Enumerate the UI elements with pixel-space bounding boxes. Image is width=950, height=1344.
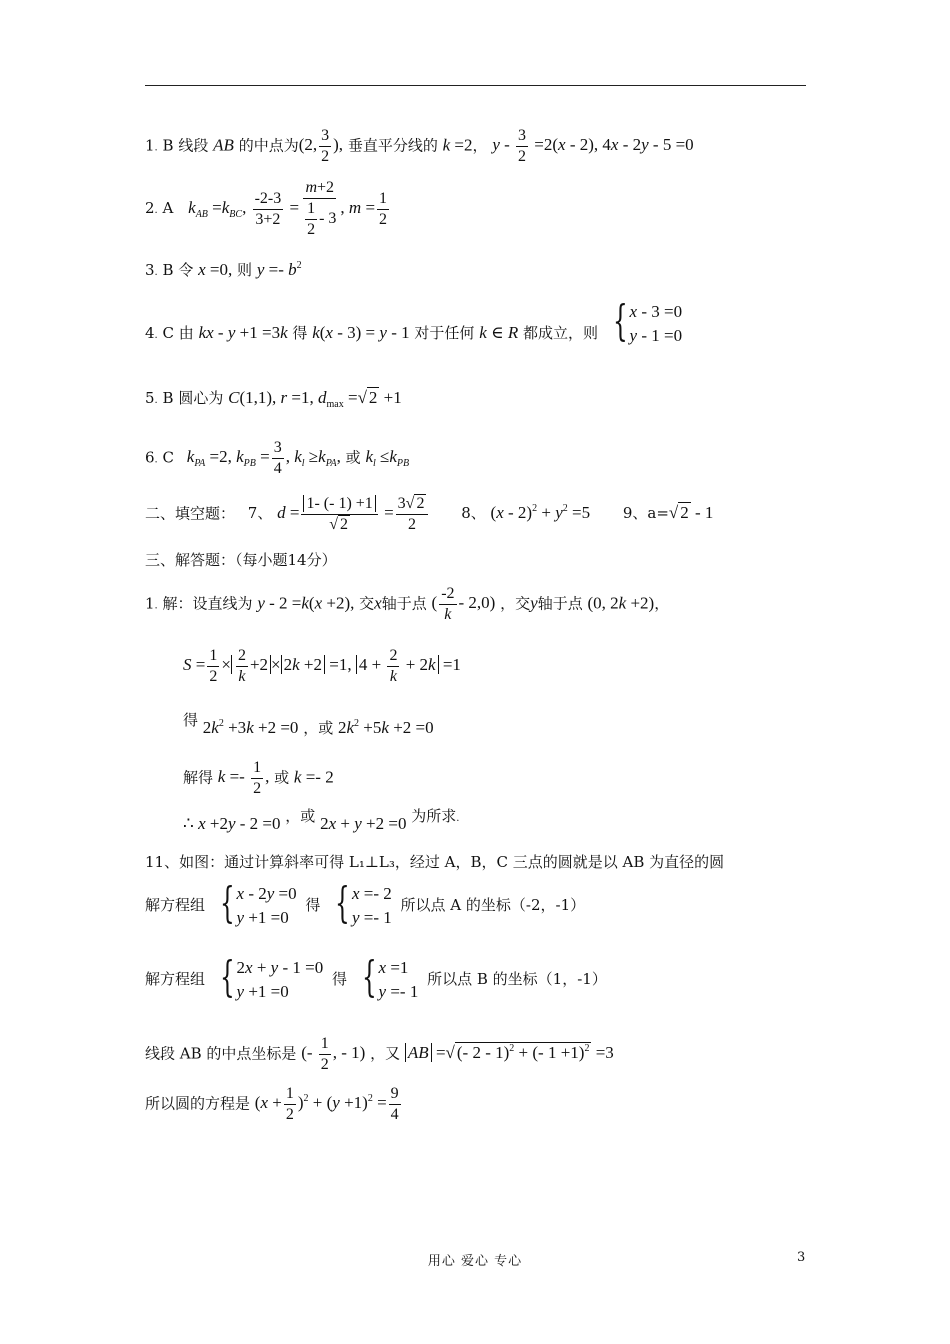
- quadratic-line: 得 $2k^2 +3k +2 =0$ ，或 $2k^2 +5k +2 =0$: [183, 711, 434, 737]
- header-rule: [145, 85, 806, 86]
- answer-4: 4. C 由 kx - y +1 =3k 得 k(x - 3) = y - 1 对于任何 k ∈ R 都成立，则 { x - 3 =0 y - 1 =0: [145, 296, 683, 345]
- answer-1: 1. B 线段 AB 的中点为(2, $\frac{3}{2}$ ), 垂直平分线的 k =2， y - $\frac{3}{2}$ =2(x - 2), 4x - 2y - 5 =0: [145, 127, 694, 165]
- page-number: 3: [797, 1250, 806, 1265]
- system-a: 解方程组 { x - 2y =0 y +1 =0 得 { x =- 2 y =- 1 所以点 A 的坐标（-2，-1）: [145, 878, 586, 927]
- area-equation: S = $\frac{1}{2}$ × $\frac{2}{k}$ +2 × 2k +2 =1, 4 + $\frac{2}{k}$ + 2k =1: [183, 647, 461, 685]
- fill-in-section: 二、填空题： 7、 d = $\frac{1- (- 1) +1}{√ 2}$ = $\frac{3√ 2}{2}$ 8、 $(x - 2)^2 + y^2 =5$ 9、a=√ 2 - 1: [145, 495, 714, 533]
- answer-2: 2. A $k_{AB} =k_{BC}$, $\frac{-2-3}{3+2}$ = m+2 $\frac{1}{2}$ - 3 , m = $\frac{1}{2}$: [145, 179, 388, 238]
- midpoint-line: 线段 AB 的中点坐标是 (- $\frac{1}{2}$ , - 1) ，又 AB =√ (- 2 - 1)$^2$ + (- 1 +1)$^2$ =3: [145, 1035, 614, 1073]
- solution-k: 解得 k =- $\frac{1}{2}$ , 或 k =- 2: [183, 759, 334, 797]
- question-11: 11、如图：通过计算斜率可得 L₁⊥L₃，经过 A，B，C 三点的圆就是以 AB 为直径的圆: [145, 853, 725, 871]
- solve-section-title: 三、解答题：（每小题14分）: [145, 551, 337, 569]
- solution-1: 1. 解：设直线为 y - 2 =k(x +2), 交x轴于点 ( $\frac{-2}{k}$ - 2,0) ，交y轴于点 (0, 2k +2)，: [145, 585, 670, 623]
- answer-6: 6. C $k_{PA} =2$, $k_{PB}$ = $\frac{3}{4}$ , $k_l \ge k_{PA}$, 或 $k_l \le k_{PB}$: [145, 439, 410, 477]
- final-lines: ∴ x +2y - 2 =0 ，或 2x + y +2 =0 为所求.: [183, 807, 460, 833]
- system-b: 解方程组 { 2x + y - 1 =0 y +1 =0 得 { x =1 y =- 1 所以点 B 的坐标（1，-1）: [145, 952, 607, 1001]
- circle-equation: 所以圆的方程是 (x + $\frac{1}{2}$ )$^2 + (y +1)^2$ = $\frac{9}{4}$: [145, 1085, 399, 1123]
- answer-5: 5. B 圆心为 C(1,1), r =1, $d_{max}$ =√ 2 +1: [145, 388, 402, 410]
- page-footer: 用心 爱心 专心: [427, 1254, 523, 1269]
- answer-3: 3. B 令 x =0, 则 $y =- b^2$: [145, 260, 302, 279]
